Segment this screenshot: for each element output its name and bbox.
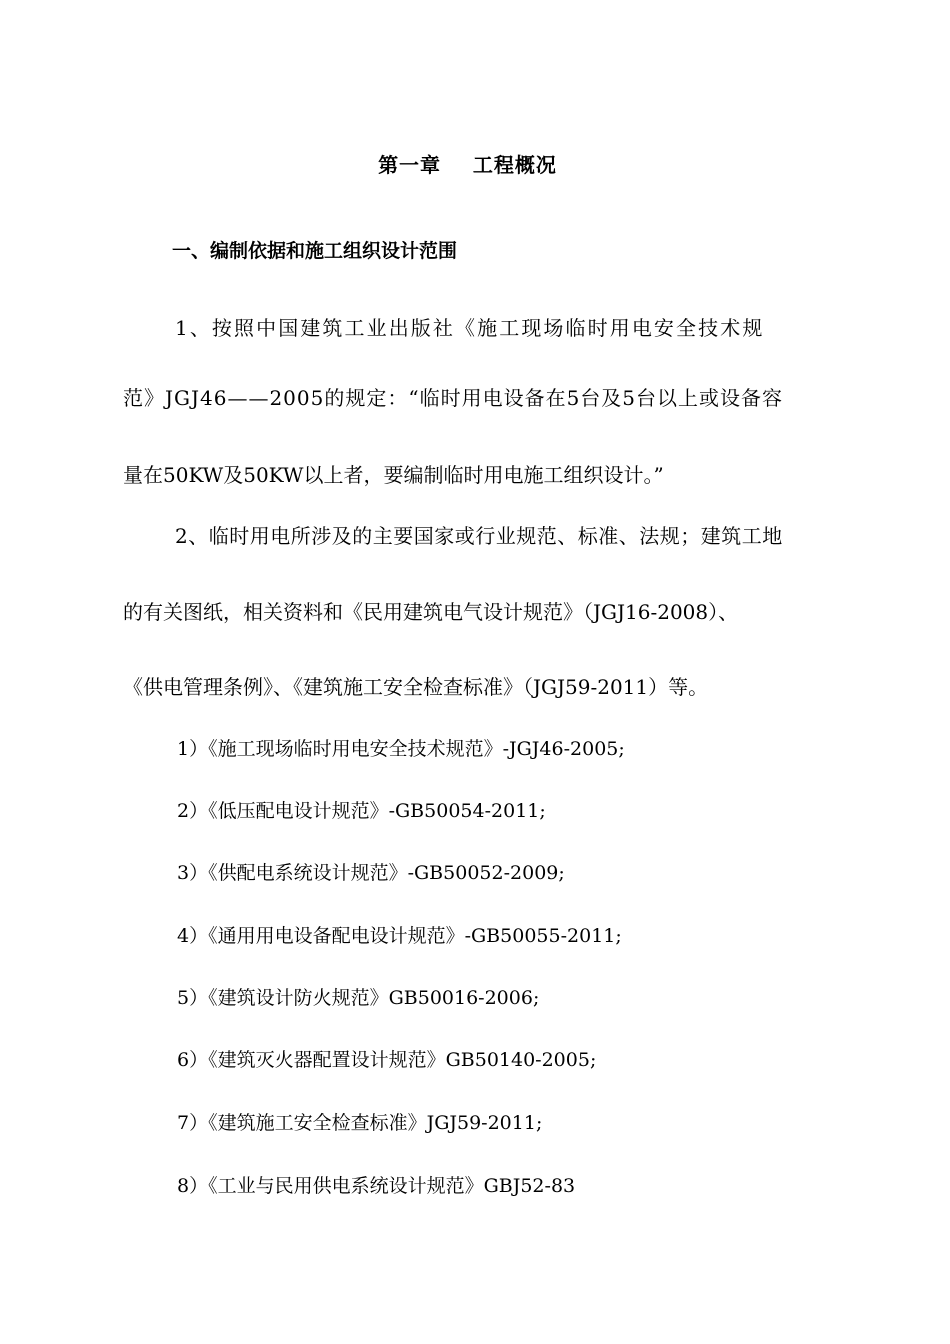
reference-item: 3）《供配电系统设计规范》-GB50052-2009; <box>177 862 565 884</box>
paragraph2-line-1: 2、临时用电所涉及的主要国家或行业规范、标准、法规；建筑工地 <box>175 524 783 548</box>
reference-item: 7）《建筑施工安全检查标准》JGJ59-2011; <box>177 1112 543 1134</box>
reference-item: 8）《工业与民用供电系统设计规范》GBJ52-83 <box>177 1175 576 1197</box>
reference-item: 1）《施工现场临时用电安全技术规范》-JGJ46-2005; <box>177 738 625 760</box>
paragraph1-line-1: 1、按照中国建筑工业出版社《施工现场临时用电安全技术规 <box>175 316 765 340</box>
paragraph2-line-2: 的有关图纸，相关资料和《民用建筑电气设计规范》（JGJ16-2008）、 <box>123 600 739 624</box>
reference-item: 5）《建筑设计防火规范》GB50016-2006; <box>177 987 540 1009</box>
reference-item: 6）《建筑灭火器配置设计规范》GB50140-2005; <box>177 1049 597 1071</box>
paragraph2-line-3: 《供电管理条例》、《建筑施工安全检查标准》（JGJ59-2011）等。 <box>123 675 709 699</box>
reference-item: 2）《低压配电设计规范》-GB50054-2011; <box>177 800 546 822</box>
paragraph1-line-2: 范》JGJ46——2005的规定：“临时用电设备在5台及5台以上或设备容 <box>123 386 784 410</box>
chapter-title: 第一章 工程概况 <box>378 153 557 177</box>
reference-item: 4）《通用用电设备配电设计规范》-GB50055-2011; <box>177 925 622 947</box>
section-heading: 一、编制依据和施工组织设计范围 <box>172 240 458 262</box>
paragraph1-line-3: 量在50KW及50KW以上者，要编制临时用电施工组织设计。” <box>123 463 664 487</box>
